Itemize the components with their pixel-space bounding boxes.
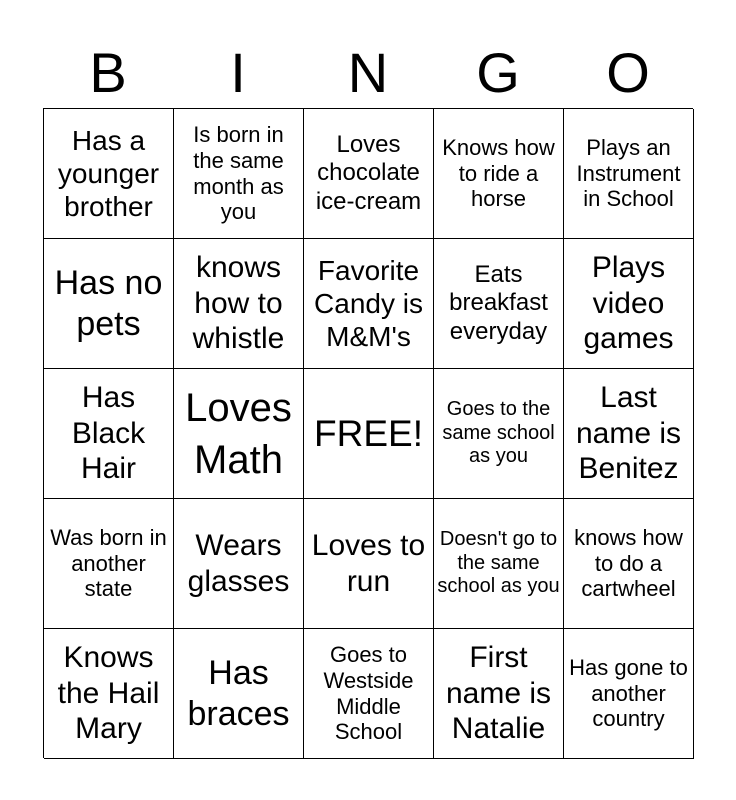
cell-text: Is born in the same month as you: [193, 121, 284, 225]
cell-text: Goes to Westside Middle School: [323, 641, 414, 745]
cell-text: Plays video games: [583, 251, 674, 356]
cell-text: Has a younger brother: [57, 124, 160, 223]
header-letter-n: N: [347, 41, 389, 104]
cell-text: Favorite Candy is M&M's: [314, 254, 423, 353]
cell-text: Doesn't go to the same school as you: [437, 528, 560, 598]
cell-text: Has gone to another country: [569, 654, 688, 732]
bingo-cell[interactable]: [304, 239, 434, 369]
bingo-cell[interactable]: [174, 369, 304, 499]
bingo-cell[interactable]: [304, 629, 434, 759]
header-letter-i: I: [230, 41, 246, 104]
bingo-cell[interactable]: [434, 239, 564, 369]
bingo-cell[interactable]: [434, 369, 564, 499]
header-letter-b: B: [89, 41, 127, 104]
cell-text: Loves chocolate ice-cream: [315, 131, 422, 215]
bingo-cell[interactable]: [174, 109, 304, 239]
cell-text: Has braces: [187, 654, 290, 733]
bingo-cell[interactable]: [304, 109, 434, 239]
cell-text: Goes to the same school as you: [442, 398, 555, 468]
cell-text: Knows how to ride a horse: [442, 134, 555, 212]
bingo-cell[interactable]: [174, 499, 304, 629]
cell-text: Loves Math: [185, 385, 292, 482]
bingo-cell[interactable]: [304, 499, 434, 629]
bingo-cell[interactable]: [44, 109, 174, 239]
bingo-cell[interactable]: [564, 369, 694, 499]
cell-text: First name is Natalie: [445, 641, 552, 746]
cell-text: Has Black Hair: [71, 381, 146, 486]
cell-text: knows how to whistle: [192, 251, 285, 356]
free-space-text: FREE!: [314, 412, 423, 454]
bingo-cell[interactable]: [174, 629, 304, 759]
bingo-cell[interactable]: [44, 369, 174, 499]
cell-text: Has no pets: [54, 264, 163, 343]
header-letter-g: G: [476, 41, 520, 104]
cell-text: Was born in another state: [50, 524, 167, 602]
cell-text: knows how to do a cartwheel: [574, 524, 683, 602]
header-letter-o: O: [606, 41, 650, 104]
bingo-cell[interactable]: [434, 499, 564, 629]
bingo-cell[interactable]: [44, 629, 174, 759]
bingo-cell[interactable]: [44, 239, 174, 369]
bingo-cell[interactable]: [434, 629, 564, 759]
cell-text: Plays an Instrument in School: [576, 134, 681, 212]
bingo-cell[interactable]: [44, 499, 174, 629]
cell-text: Loves to run: [311, 529, 426, 598]
bingo-cell[interactable]: [564, 499, 694, 629]
free-space[interactable]: [304, 369, 434, 499]
cell-text: Knows the Hail Mary: [57, 641, 160, 746]
bingo-cell[interactable]: [564, 239, 694, 369]
bingo-cell[interactable]: [174, 239, 304, 369]
bingo-cell[interactable]: [564, 629, 694, 759]
bingo-header: [43, 38, 693, 108]
bingo-cell[interactable]: [434, 109, 564, 239]
bingo-board: [43, 108, 693, 758]
cell-text: Last name is Benitez: [575, 381, 682, 486]
bingo-cell[interactable]: [564, 109, 694, 239]
cell-text: Eats breakfast everyday: [449, 261, 548, 345]
cell-text: Wears glasses: [187, 529, 290, 598]
